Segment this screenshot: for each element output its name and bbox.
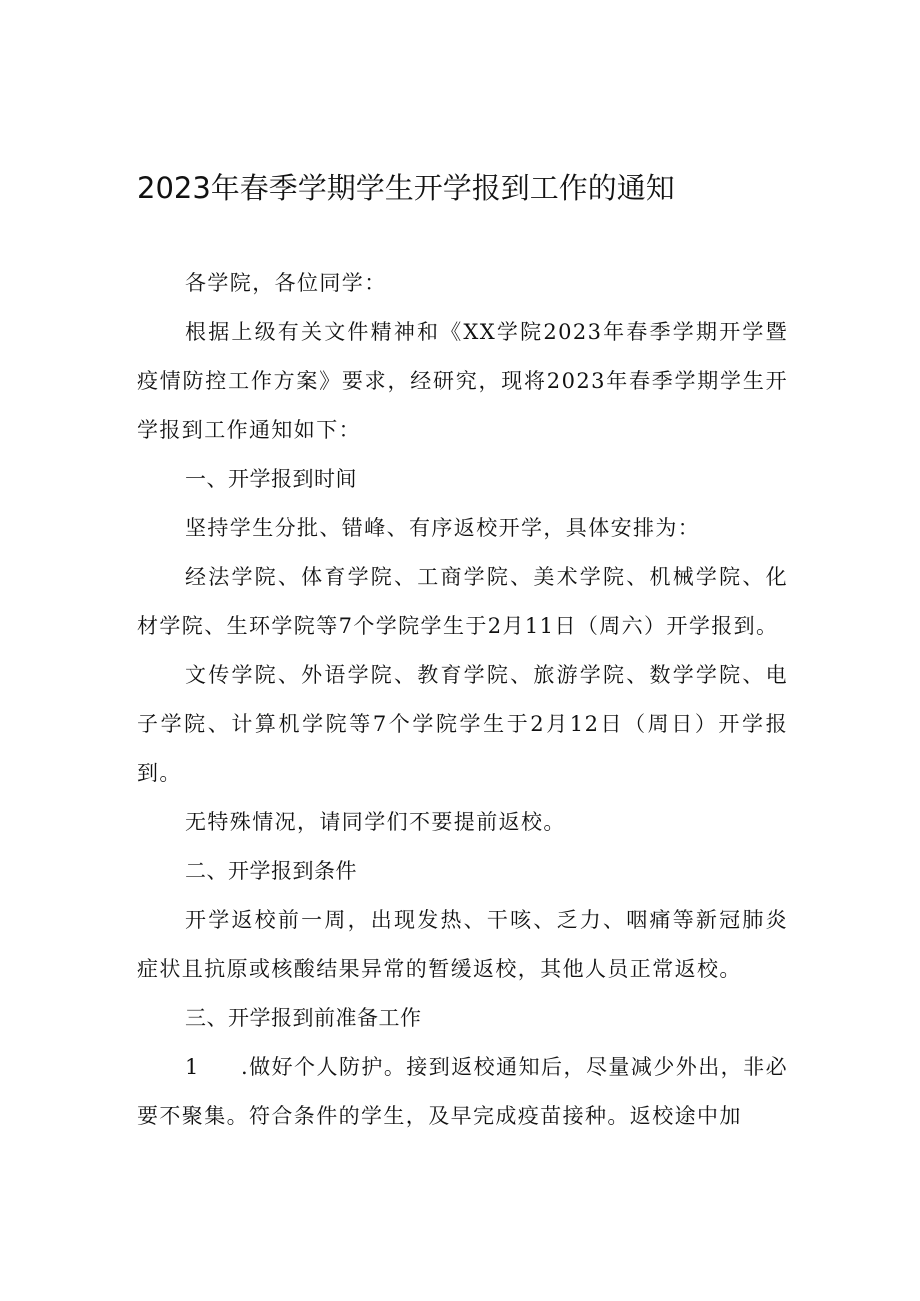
- section-1-paragraph-4: 无特殊情况，请同学们不要提前返校。: [185, 810, 566, 834]
- section-heading-1: 一、开学报到时间: [185, 467, 357, 491]
- section-1-paragraph-1: 坚持学生分批、错峰、有序返校开学，具体安排为：: [185, 516, 701, 540]
- item-number: 1: [185, 1055, 200, 1079]
- salutation: 各学院，各位同学：: [185, 271, 387, 295]
- section-heading-3: 三、开学报到前准备工作: [185, 1006, 422, 1030]
- section-1-paragraph-2: 经法学院、体育学院、工商学院、美术学院、机械学院、化材学院、生环学院等7个学院学生于2月11日（周六）开学报到。: [137, 565, 788, 638]
- section-1-paragraph-3: 文传学院、外语学院、教育学院、旅游学院、数学学院、电子学院、计算机学院等7个学院学生于2月12日（周日）开学报到。: [137, 663, 788, 785]
- section-heading-2: 二、开学报到条件: [185, 859, 357, 883]
- document-body: [137, 259, 788, 1141]
- document-title: 2023年春季学期学生开学报到工作的通知: [137, 171, 675, 205]
- section-2-paragraph-1: 开学返校前一周，出现发热、干咳、乏力、咽痛等新冠肺炎症状且抗原或核酸结果异常的暂缓返校，其他人员正常返校。: [137, 908, 788, 981]
- intro-paragraph: 根据上级有关文件精神和《XX学院2023年春季学期开学暨疫情防控工作方案》要求，经研究，现将2023年春季学期学生开学报到工作通知如下：: [137, 320, 788, 442]
- item-text: .做好个人防护。接到返校通知后，尽量减少外出，非必要不聚集。符合条件的学生，及早完成疫苗接种。返校途中加: [137, 1055, 788, 1128]
- numbered-item: [137, 1043, 788, 1141]
